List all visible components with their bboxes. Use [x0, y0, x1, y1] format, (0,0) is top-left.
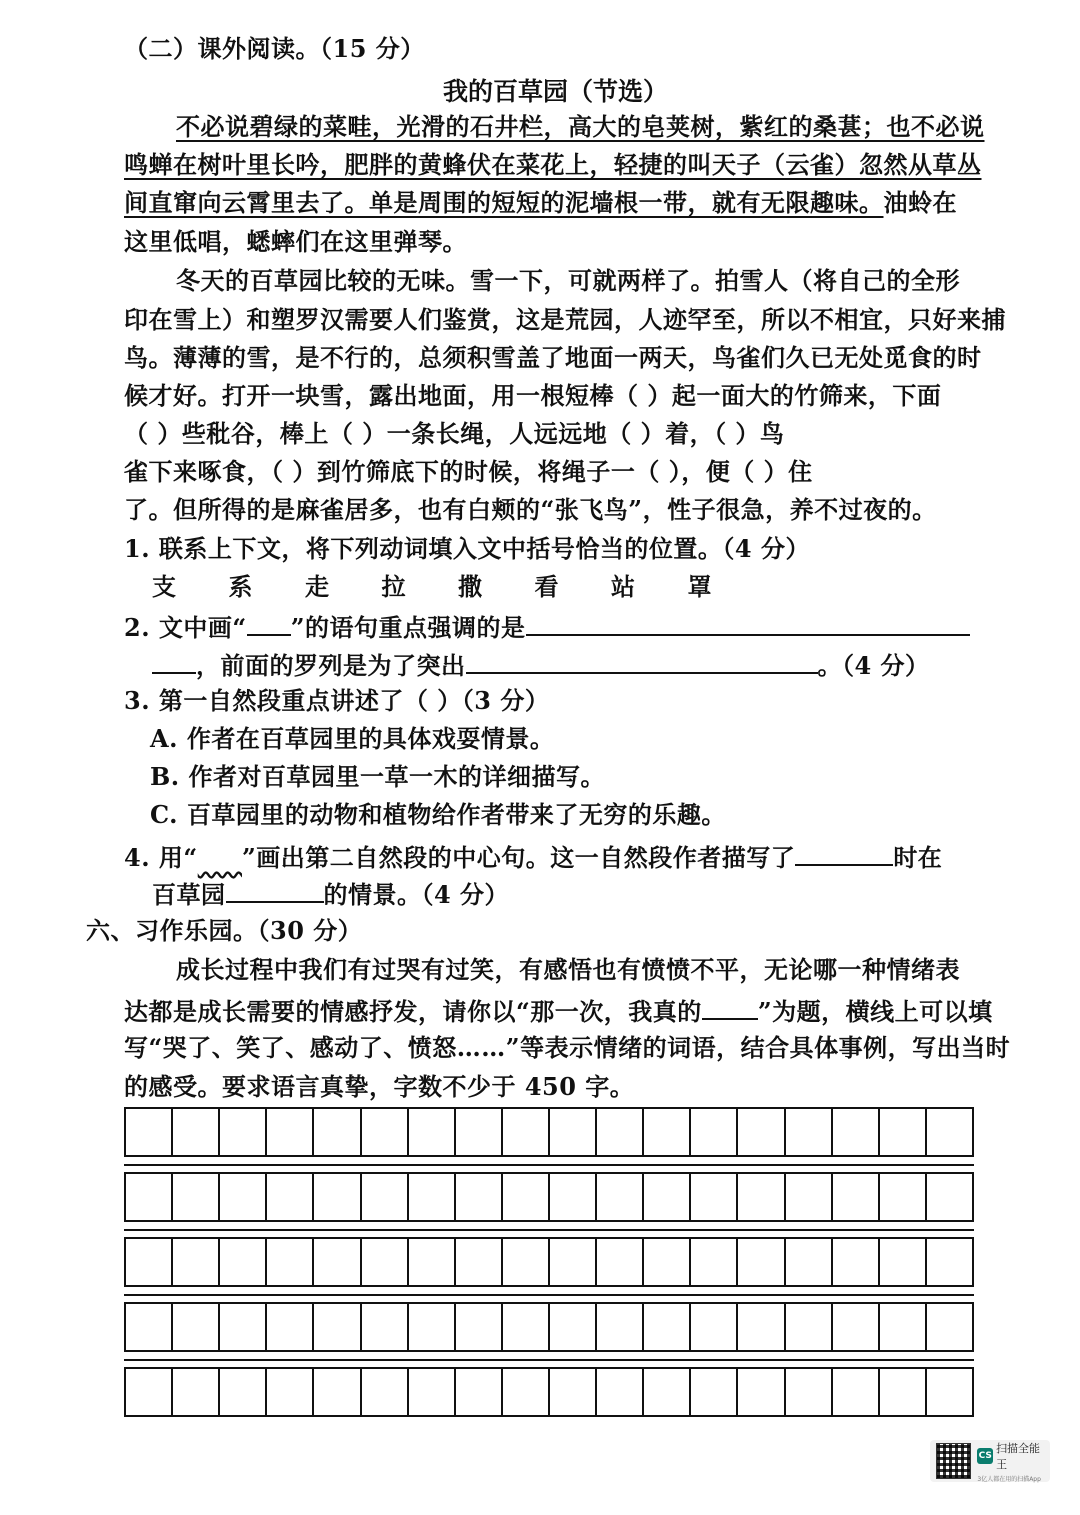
grid-cell[interactable]: [267, 1239, 314, 1285]
watermark-brand: 扫描全能王: [996, 1441, 1041, 1471]
question-4-line-2: [152, 877, 509, 910]
writing-line-2a: 达都是成长需要的情感抒发，请你以“那一次，我真的: [124, 997, 702, 1026]
grid-cell[interactable]: [927, 1239, 972, 1285]
grid-row[interactable]: [124, 1367, 974, 1417]
grid-cell[interactable]: [927, 1174, 972, 1220]
grid-cell[interactable]: [691, 1109, 738, 1155]
grid-cell[interactable]: [220, 1304, 267, 1350]
grid-cell[interactable]: [503, 1109, 550, 1155]
grid-cell[interactable]: [173, 1239, 220, 1285]
word-6: 看: [534, 572, 559, 601]
writing-line-4: 的感受。要求语言真挚，字数不少于 450 字。: [124, 1072, 635, 1101]
grid-cell[interactable]: [267, 1369, 314, 1415]
grid-cell[interactable]: [644, 1174, 691, 1220]
q2-text-a: 2. 文中画“: [124, 613, 247, 642]
qr-code-icon: [936, 1443, 971, 1479]
q4-answer-blank-2[interactable]: [226, 877, 324, 903]
grid-cell[interactable]: [220, 1174, 267, 1220]
p2-line-5: （ ）些秕谷，棒上（ ）一条长绳，人远远地（ ）着，（ ）鸟: [124, 419, 785, 448]
p2-line-3: 鸟。薄薄的雪，是不行的，总须积雪盖了地面一两天，鸟雀们久已无处觅食的时: [124, 343, 982, 372]
question-2-line-1: [124, 610, 970, 643]
grid-cell[interactable]: [362, 1304, 409, 1350]
q4-wavy-mark: [198, 843, 242, 872]
grid-cell[interactable]: [126, 1239, 173, 1285]
q3-option-a: A. 作者在百草园里的具体戏耍情景。: [150, 724, 555, 753]
grid-cell[interactable]: [220, 1239, 267, 1285]
grid-cell[interactable]: [927, 1304, 972, 1350]
watermark-subtitle: 3亿人都在用的扫描App: [977, 1475, 1041, 1483]
question-4-line-1: [124, 840, 942, 873]
grid-cell[interactable]: [786, 1304, 833, 1350]
grid-cell[interactable]: [597, 1239, 644, 1285]
grid-cell[interactable]: [267, 1174, 314, 1220]
grid-cell[interactable]: [409, 1239, 456, 1285]
grid-cell[interactable]: [833, 1109, 880, 1155]
grid-cell[interactable]: [126, 1109, 173, 1155]
grid-cell[interactable]: [409, 1304, 456, 1350]
q3-option-b: B. 作者对百草园里一草一木的详细描写。: [150, 762, 605, 791]
word-5: 撒: [458, 572, 483, 601]
grid-cell[interactable]: [314, 1239, 361, 1285]
grid-row[interactable]: [124, 1107, 974, 1157]
grid-cell[interactable]: [456, 1304, 503, 1350]
grid-cell[interactable]: [597, 1109, 644, 1155]
grid-cell[interactable]: [409, 1109, 456, 1155]
grid-cell[interactable]: [314, 1109, 361, 1155]
q2-answer-blank-2[interactable]: [152, 648, 196, 674]
grid-cell[interactable]: [456, 1239, 503, 1285]
word-3: 走: [305, 572, 330, 601]
grid-cell[interactable]: [503, 1369, 550, 1415]
camscanner-logo-icon: CS: [977, 1448, 993, 1464]
grid-cell[interactable]: [314, 1369, 361, 1415]
grid-cell[interactable]: [597, 1304, 644, 1350]
p1-line-4: 这里低唱，蟋蟀们在这里弹琴。: [124, 227, 467, 256]
q2-text-d: 。（4 分）: [817, 651, 930, 680]
writing-line-3: 写“哭了、笑了、感动了、愤怒……”等表示情绪的词语，结合具体事例，写出当时: [124, 1033, 1011, 1062]
question-2-line-2: [152, 648, 930, 681]
q4-text-d: 百草园: [152, 880, 226, 909]
q4-text-a: 4. 用“: [124, 843, 198, 872]
p1-line-1: 不必说碧绿的菜畦，光滑的石井栏，高大的皂荚树，紫红的桑葚；也不必说: [176, 112, 985, 141]
grid-cell[interactable]: [786, 1239, 833, 1285]
grid-cell[interactable]: [738, 1109, 785, 1155]
p1-line-3: [124, 188, 957, 218]
grid-cell[interactable]: [738, 1369, 785, 1415]
grid-cell[interactable]: [550, 1304, 597, 1350]
grid-cell[interactable]: [738, 1304, 785, 1350]
q2-answer-blank-3[interactable]: [466, 648, 818, 674]
grid-cell[interactable]: [644, 1109, 691, 1155]
grid-cell[interactable]: [550, 1174, 597, 1220]
grid-spacer-line: [124, 1164, 974, 1166]
grid-cell[interactable]: [738, 1174, 785, 1220]
question-3: 3. 第一自然段重点讲述了（ ）（3 分）: [124, 686, 550, 715]
grid-cell[interactable]: [362, 1109, 409, 1155]
writing-line-2b: ”为题，横线上可以填: [757, 997, 993, 1026]
grid-cell[interactable]: [691, 1239, 738, 1285]
grid-cell[interactable]: [126, 1369, 173, 1415]
grid-cell[interactable]: [220, 1369, 267, 1415]
grid-cell[interactable]: [833, 1174, 880, 1220]
grid-cell[interactable]: [456, 1174, 503, 1220]
grid-cell[interactable]: [833, 1239, 880, 1285]
grid-cell[interactable]: [738, 1239, 785, 1285]
grid-cell[interactable]: [880, 1239, 927, 1285]
grid-row[interactable]: [124, 1302, 974, 1352]
q4-text-e: 的情景。（4 分）: [323, 880, 510, 909]
writing-title-blank[interactable]: [702, 994, 758, 1020]
word-2: 系: [228, 572, 253, 601]
q2-answer-blank-1[interactable]: [526, 610, 970, 636]
word-7: 站: [611, 572, 636, 601]
grid-cell[interactable]: [456, 1369, 503, 1415]
grid-row[interactable]: [124, 1172, 974, 1222]
q2-text-b: ”的语句重点强调的是: [290, 613, 526, 642]
grid-cell[interactable]: [786, 1174, 833, 1220]
grid-cell[interactable]: [267, 1109, 314, 1155]
grid-cell[interactable]: [644, 1369, 691, 1415]
grid-spacer-line: [124, 1229, 974, 1231]
p1-line-3-tail: 油蛉在: [883, 188, 957, 217]
grid-cell[interactable]: [786, 1369, 833, 1415]
grid-cell[interactable]: [550, 1369, 597, 1415]
grid-cell[interactable]: [833, 1304, 880, 1350]
p2-line-7: 了。但所得的是麻雀居多，也有白颊的“张飞鸟”，性子很急，养不过夜的。: [124, 495, 937, 524]
writing-heading: 六、习作乐园。（30 分）: [86, 916, 363, 945]
grid-cell[interactable]: [691, 1369, 738, 1415]
p2-line-6: 雀下来啄食，（ ）到竹筛底下的时候，将绳子一（ ），便（ ）住: [124, 457, 813, 486]
grid-cell[interactable]: [927, 1109, 972, 1155]
word-1: 支: [152, 572, 177, 601]
grid-cell[interactable]: [173, 1304, 220, 1350]
grid-cell[interactable]: [550, 1239, 597, 1285]
grid-cell[interactable]: [644, 1304, 691, 1350]
grid-cell[interactable]: [880, 1304, 927, 1350]
grid-cell[interactable]: [314, 1174, 361, 1220]
grid-cell[interactable]: [927, 1369, 972, 1415]
reading-heading: （二）课外阅读。（15 分）: [124, 34, 425, 63]
q2-mark-blank[interactable]: [247, 610, 291, 636]
grid-cell[interactable]: [503, 1174, 550, 1220]
grid-cell[interactable]: [267, 1304, 314, 1350]
grid-cell[interactable]: [503, 1239, 550, 1285]
grid-cell[interactable]: [173, 1369, 220, 1415]
grid-cell[interactable]: [880, 1174, 927, 1220]
grid-spacer-line: [124, 1359, 974, 1361]
question-1: 1. 联系上下文，将下列动词填入文中括号恰当的位置。（4 分）: [124, 534, 810, 563]
grid-cell[interactable]: [220, 1109, 267, 1155]
grid-cell[interactable]: [597, 1369, 644, 1415]
q3-option-c: C. 百草园里的动物和植物给作者带来了无穷的乐趣。: [150, 800, 726, 829]
grid-cell[interactable]: [880, 1109, 927, 1155]
p2-line-4: 候才好。打开一块雪，露出地面，用一根短棒（ ）起一面大的竹筛来，下面: [124, 381, 942, 410]
grid-cell[interactable]: [456, 1109, 503, 1155]
q4-answer-blank-1[interactable]: [795, 840, 893, 866]
writing-line-2: [124, 994, 993, 1027]
grid-cell[interactable]: [173, 1174, 220, 1220]
grid-cell[interactable]: [126, 1304, 173, 1350]
grid-spacer-line: [124, 1294, 974, 1296]
grid-cell[interactable]: [550, 1109, 597, 1155]
grid-cell[interactable]: [409, 1369, 456, 1415]
word-4: 拉: [381, 572, 406, 601]
grid-cell[interactable]: [880, 1369, 927, 1415]
grid-cell[interactable]: [409, 1174, 456, 1220]
grid-cell[interactable]: [691, 1304, 738, 1350]
p2-line-2: 印在雪上）和塑罗汉需要人们鉴赏，这是荒园，人迹罕至，所以不相宜，只好来捕: [124, 305, 1006, 334]
grid-cell[interactable]: [503, 1304, 550, 1350]
grid-cell[interactable]: [362, 1174, 409, 1220]
grid-cell[interactable]: [362, 1239, 409, 1285]
grid-cell[interactable]: [126, 1174, 173, 1220]
p1-line-2: 鸣蝉在树叶里长吟，肥胖的黄蜂伏在菜花上，轻捷的叫天子（云雀）忽然从草丛: [124, 150, 982, 179]
grid-cell[interactable]: [833, 1369, 880, 1415]
grid-cell[interactable]: [362, 1369, 409, 1415]
grid-cell[interactable]: [314, 1304, 361, 1350]
p2-line-1: 冬天的百草园比较的无味。雪一下，可就两样了。拍雪人（将自己的全形: [176, 266, 960, 295]
grid-cell[interactable]: [786, 1109, 833, 1155]
grid-cell[interactable]: [173, 1109, 220, 1155]
p1-line-3-underlined: 间直窜向云霄里去了。单是周围的短短的泥墙根一带，就有无限趣味。: [124, 188, 884, 217]
word-8: 罩: [687, 572, 712, 601]
q2-text-c: ，前面的罗列是为了突出: [196, 651, 466, 680]
q4-text-c: 时在: [893, 843, 943, 872]
grid-row[interactable]: [124, 1237, 974, 1287]
q1-word-bank: [152, 572, 712, 602]
scanner-watermark: [930, 1440, 1050, 1482]
q4-text-b: ”画出第二自然段的中心句。这一自然段作者描写了: [242, 843, 796, 872]
passage-title: 我的百草园（节选）: [443, 77, 669, 106]
grid-cell[interactable]: [597, 1174, 644, 1220]
grid-cell[interactable]: [644, 1239, 691, 1285]
writing-line-1: 成长过程中我们有过哭有过笑，有感悟也有愤愤不平，无论哪一种情绪表: [176, 955, 960, 984]
grid-cell[interactable]: [691, 1174, 738, 1220]
